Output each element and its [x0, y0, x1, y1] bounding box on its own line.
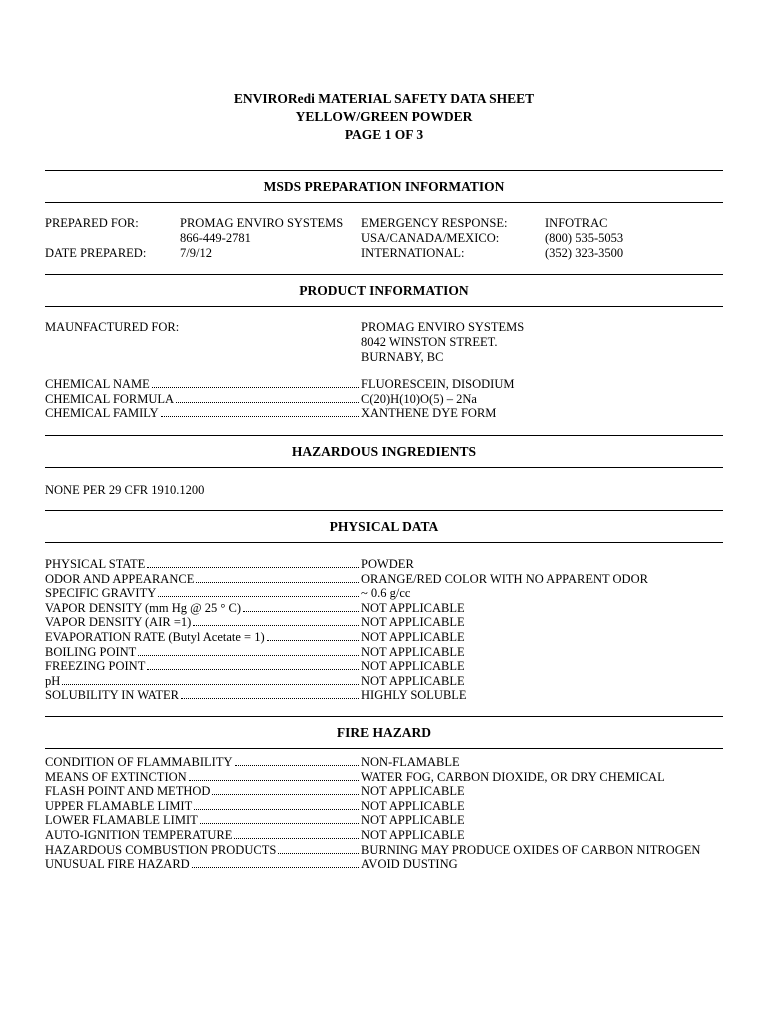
row-label: ODOR AND APPEARANCE	[45, 571, 195, 586]
page-indicator: PAGE 1 OF 3	[344, 127, 424, 142]
row-label: SOLUBILITY IN WATER	[45, 688, 180, 703]
fire-rows	[45, 755, 725, 872]
table-row	[45, 406, 725, 421]
row-value: NOT APPLICABLE	[361, 600, 465, 615]
dot-leader	[158, 595, 359, 597]
manufacturer-city: BURNABY, BC	[361, 350, 444, 364]
section-title-preparation: MSDS PREPARATION INFORMATION	[45, 170, 723, 203]
row-value: NOT APPLICABLE	[361, 615, 465, 630]
hazardous-ingredients-text: NONE PER 29 CFR 1910.1200	[45, 483, 205, 497]
table-row	[45, 784, 725, 799]
row-value: NOT APPLICABLE	[361, 673, 465, 688]
row-label: PHYSICAL STATE	[45, 557, 146, 571]
row-value: NOT APPLICABLE	[361, 813, 465, 828]
section-title-product: PRODUCT INFORMATION	[45, 274, 723, 307]
manufacturer-name: PROMAG ENVIRO SYSTEMS	[361, 320, 525, 334]
manufactured-for-label: MAUNFACTURED FOR:	[45, 320, 180, 334]
row-label: CHEMICAL FORMULA	[45, 391, 175, 406]
dot-leader	[234, 837, 359, 839]
section-title-physical: PHYSICAL DATA	[45, 510, 723, 543]
dot-leader	[243, 610, 359, 612]
product-rows	[45, 377, 725, 421]
row-value: AVOID DUSTING	[361, 857, 458, 872]
date-prepared-label: DATE PREPARED:	[45, 246, 147, 260]
row-value: BURNING MAY PRODUCE OXIDES OF CARBON NITROGEN	[361, 842, 701, 857]
international-phone: (352) 323-3500	[545, 246, 624, 260]
table-row	[45, 770, 725, 785]
row-value: NOT APPLICABLE	[361, 659, 465, 674]
dot-leader	[181, 697, 359, 699]
prepared-for-value: PROMAG ENVIRO SYSTEMS	[180, 216, 344, 230]
table-row	[45, 586, 725, 601]
dot-leader	[138, 654, 359, 656]
dot-leader	[212, 793, 359, 795]
row-value: NOT APPLICABLE	[361, 827, 465, 842]
row-label: FLASH POINT AND METHOD	[45, 784, 211, 799]
usa-canada-mexico-phone: (800) 535-5053	[545, 231, 624, 245]
row-label: VAPOR DENSITY (AIR =1)	[45, 615, 192, 630]
row-label: UNUSUAL FIRE HAZARD	[45, 857, 190, 872]
row-value: NOT APPLICABLE	[361, 784, 465, 799]
dot-leader	[161, 415, 359, 417]
emergency-response-value: INFOTRAC	[545, 216, 608, 230]
row-label: CONDITION OF FLAMMABILITY	[45, 755, 233, 769]
document-title: ENVIRORedi MATERIAL SAFETY DATA SHEET	[233, 91, 535, 106]
dot-leader	[194, 808, 359, 810]
table-row	[45, 857, 725, 872]
row-value: FLUORESCEIN, DISODIUM	[361, 377, 515, 391]
table-row	[45, 828, 725, 843]
row-value: ORANGE/RED COLOR WITH NO APPARENT ODOR	[361, 571, 648, 586]
table-row	[45, 557, 725, 572]
dot-leader	[192, 866, 359, 868]
dot-leader	[147, 566, 359, 568]
table-row	[45, 645, 725, 660]
dot-leader	[176, 401, 359, 403]
table-row	[45, 630, 725, 645]
table-row	[45, 755, 725, 770]
row-value: XANTHENE DYE FORM	[361, 406, 497, 421]
row-value: NON-FLAMABLE	[361, 755, 460, 769]
table-row	[45, 674, 725, 689]
row-label: FREEZING POINT	[45, 659, 146, 674]
dot-leader	[200, 822, 359, 824]
row-label: UPPER FLAMABLE LIMIT	[45, 798, 193, 813]
section-title-hazardous: HAZARDOUS INGREDIENTS	[45, 435, 723, 468]
table-row	[45, 615, 725, 630]
table-row	[45, 688, 725, 703]
dot-leader	[267, 639, 359, 641]
dot-leader	[62, 683, 359, 685]
row-value: ~ 0.6 g/cc	[361, 586, 411, 601]
row-value: NOT APPLICABLE	[361, 798, 465, 813]
usa-canada-mexico-label: USA/CANADA/MEXICO:	[361, 231, 500, 245]
row-value: NOT APPLICABLE	[361, 629, 465, 644]
emergency-response-label: EMERGENCY RESPONSE:	[361, 216, 508, 230]
table-row	[45, 799, 725, 814]
row-value: POWDER	[361, 557, 414, 571]
table-row	[45, 813, 725, 828]
section-title-fire: FIRE HAZARD	[45, 716, 723, 749]
table-row	[45, 601, 725, 616]
row-value: NOT APPLICABLE	[361, 644, 465, 659]
row-label: CHEMICAL NAME	[45, 377, 150, 391]
prepared-for-phone: 866-449-2781	[180, 231, 251, 245]
manufacturer-street: 8042 WINSTON STREET.	[361, 335, 498, 349]
row-label: AUTO-IGNITION TEMPERATURE	[45, 827, 233, 842]
row-value: HIGHLY SOLUBLE	[361, 688, 467, 703]
dot-leader	[235, 764, 360, 766]
row-label: VAPOR DENSITY (mm Hg @ 25 ° C)	[45, 600, 242, 615]
table-row	[45, 572, 725, 587]
row-value: C(20)H(10)O(5) – 2Na	[361, 391, 477, 406]
row-label: MEANS OF EXTINCTION	[45, 769, 187, 784]
dot-leader	[278, 852, 359, 854]
row-label: EVAPORATION RATE (Butyl Acetate = 1)	[45, 629, 265, 644]
row-label: HAZARDOUS COMBUSTION PRODUCTS	[45, 842, 277, 857]
row-label: CHEMICAL FAMILY	[45, 406, 159, 421]
row-value: WATER FOG, CARBON DIOXIDE, OR DRY CHEMICAL	[361, 769, 665, 784]
row-label: pH	[45, 673, 61, 688]
prepared-for-label: PREPARED FOR:	[45, 216, 139, 230]
document-subtitle: YELLOW/GREEN POWDER	[295, 109, 473, 124]
table-row	[45, 392, 725, 407]
table-row	[45, 377, 725, 392]
row-label: LOWER FLAMABLE LIMIT	[45, 813, 198, 828]
dot-leader	[196, 581, 359, 583]
dot-leader	[193, 624, 359, 626]
date-prepared-value: 7/9/12	[180, 246, 212, 260]
dot-leader	[189, 779, 359, 781]
document-header	[0, 90, 768, 144]
row-label: SPECIFIC GRAVITY	[45, 586, 157, 601]
row-label: BOILING POINT	[45, 644, 137, 659]
international-label: INTERNATIONAL:	[361, 246, 465, 260]
dot-leader	[152, 386, 359, 388]
physical-rows	[45, 557, 725, 703]
table-row	[45, 659, 725, 674]
table-row	[45, 843, 725, 858]
dot-leader	[147, 668, 359, 670]
